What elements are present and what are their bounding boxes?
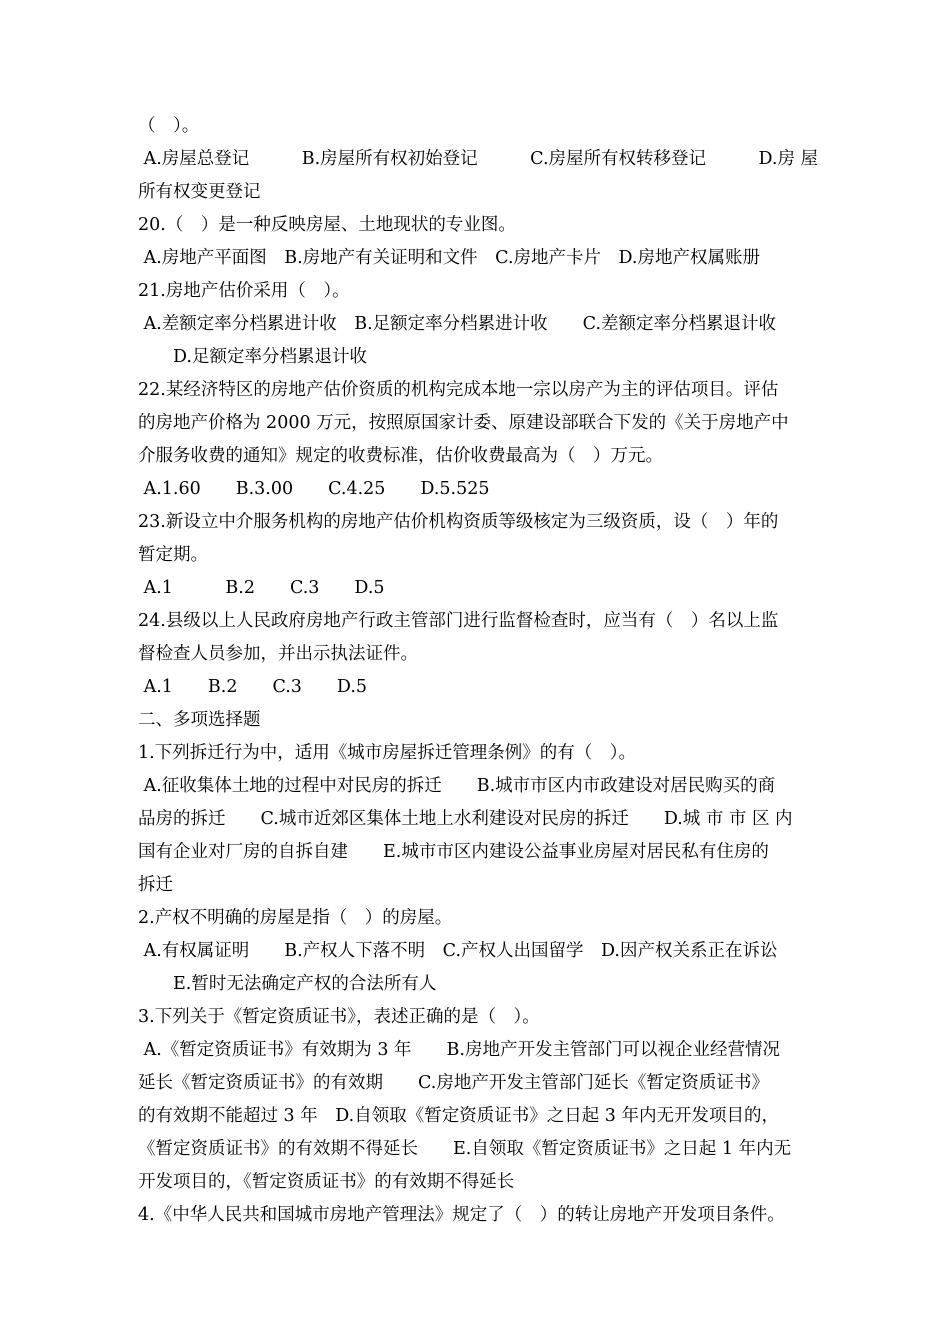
text-line: D.足额定率分档累退计收: [138, 347, 367, 367]
text-line: 21.房地产估价采用（ ）。: [138, 281, 350, 301]
text-line: 2.产权不明确的房屋是指（ ）的房屋。: [138, 908, 453, 928]
text-line: 拆迁: [138, 875, 173, 895]
text-line: A.差额定率分档累进计收 B.足额定率分档累进计收 C.差额定率分档累退计收: [138, 314, 777, 334]
text-line: 督检查人员参加，并出示执法证件。: [138, 644, 418, 664]
text-line: 《暂定资质证书》的有效期不得延长 E.自领取《暂定资质证书》之日起 1 年内无: [138, 1139, 792, 1159]
text-line: 的房地产价格为 2000 万元，按照原国家计委、原建设部联合下发的《关于房地产中: [138, 413, 789, 433]
text-line: A.有权属证明 B.产权人下落不明 C.产权人出国留学 D.因产权关系正在诉讼: [138, 941, 778, 961]
text-line: 20.（ ）是一种反映房屋、土地现状的专业图。: [138, 215, 516, 235]
text-line: A.1 B.2 C.3 D.5: [138, 677, 368, 697]
text-line: 4.《中华人民共和国城市房地产管理法》规定了（ ）的转让房地产开发项目条件。: [138, 1205, 785, 1225]
text-line: A.1 B.2 C.3 D.5: [138, 578, 385, 598]
section-heading: 二、多项选择题: [138, 710, 261, 730]
text-line: 22.某经济特区的房地产估价资质的机构完成本地一宗以房产为主的评估项目。评估: [138, 380, 779, 400]
text-line: A.房屋总登记 B.房屋所有权初始登记 C.房屋所有权转移登记 D.房 屋: [138, 149, 819, 169]
text-line: （ ）。: [138, 116, 200, 136]
text-line: 国有企业对厂房的自拆自建 E.城市市区内建设公益事业房屋对居民私有住房的: [138, 842, 769, 862]
text-line: 品房的拆迁 C.城市近郊区集体土地上水利建设对民房的拆迁 D.城 市 市 区 内: [138, 809, 793, 829]
text-line: 的有效期不能超过 3 年 D.自领取《暂定资质证书》之日起 3 年内无开发项目的，: [138, 1106, 779, 1126]
text-line: 延长《暂定资质证书》的有效期 C.房地产开发主管部门延长《暂定资质证书》: [138, 1073, 769, 1093]
text-line: 暂定期。: [138, 545, 208, 565]
text-line: 介服务收费的通知》规定的收费标准，估价收费最高为（ ）万元。: [138, 446, 663, 466]
text-line: 1.下列拆迁行为中，适用《城市房屋拆迁管理条例》的有（ ）。: [138, 743, 636, 763]
text-line: 23.新设立中介服务机构的房地产估价机构资质等级核定为三级资质，设（ ）年的: [138, 512, 779, 532]
text-line: 24.县级以上人民政府房地产行政主管部门进行监督检查时，应当有（ ）名以上监: [138, 611, 779, 631]
text-line: A.1.60 B.3.00 C.4.25 D.5.525: [138, 479, 490, 499]
text-line: A.房地产平面图 B.房地产有关证明和文件 C.房地产卡片 D.房地产权属账册: [138, 248, 760, 268]
text-line: 3.下列关于《暂定资质证书》，表述正确的是（ ）。: [138, 1007, 540, 1027]
text-line: A.《暂定资质证书》有效期为 3 年 B.房地产开发主管部门可以视企业经营情况: [138, 1040, 780, 1060]
text-line: A.征收集体土地的过程中对民房的拆迁 B.城市市区内市政建设对居民购买的商: [138, 776, 776, 796]
text-line: 所有权变更登记: [138, 182, 261, 202]
text-line: E.暂时无法确定产权的合法所有人: [138, 974, 437, 994]
text-line: 开发项目的，《暂定资质证书》的有效期不得延长: [138, 1172, 515, 1192]
